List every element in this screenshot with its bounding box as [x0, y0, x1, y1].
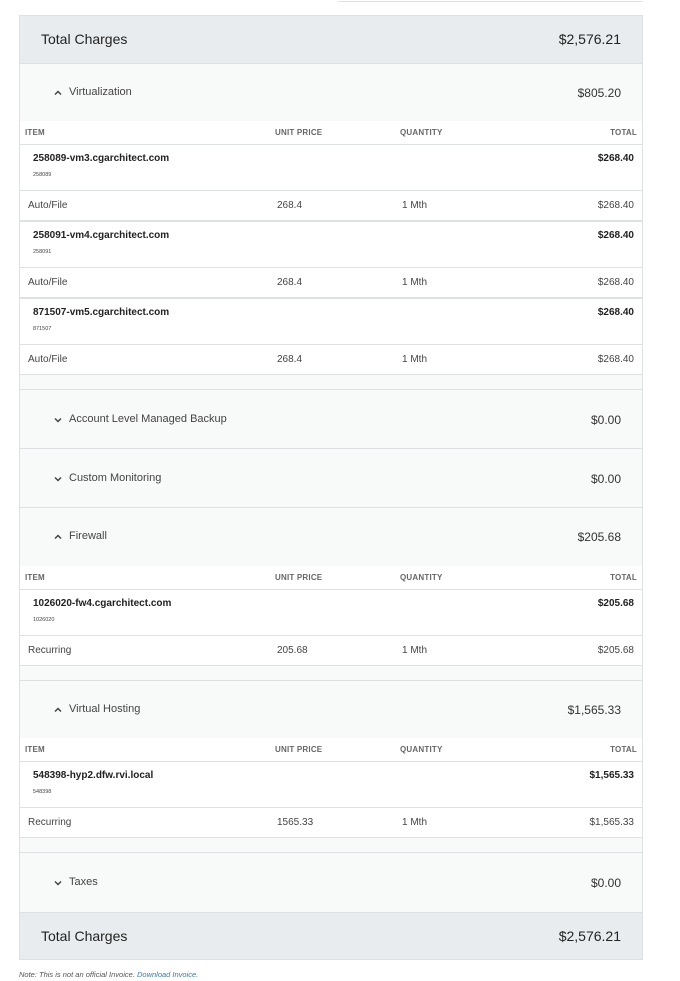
detail-quantity: 1 Mth: [402, 354, 428, 365]
column-header-unit-price: UNIT PRICE: [275, 745, 323, 754]
column-header-item: ITEM: [25, 745, 45, 754]
detail-unit-price: 268.4: [277, 354, 303, 365]
invoice-note: [19, 970, 198, 979]
detail-unit-price: 1565.33: [277, 817, 314, 828]
section-header[interactable]: [20, 63, 642, 121]
section-amount: $805.20: [577, 86, 621, 100]
detail-type: Auto/File: [28, 277, 68, 288]
item-total: $268.40: [597, 153, 634, 164]
column-header-total: TOTAL: [610, 745, 637, 754]
item-name: 258091-vm4.cgarchitect.com: [33, 230, 170, 241]
detail-total: $268.40: [597, 354, 634, 365]
detail-row: [20, 190, 642, 221]
column-header-total: TOTAL: [610, 128, 637, 137]
chevron-down-icon[interactable]: [53, 415, 63, 425]
detail-row: [20, 267, 642, 298]
detail-row: [20, 807, 642, 838]
chevron-up-icon[interactable]: [53, 705, 63, 715]
section-header[interactable]: [20, 507, 642, 566]
column-header-quantity: QUANTITY: [400, 573, 443, 582]
section-header[interactable]: [20, 389, 642, 448]
section-name: Custom Monitoring: [69, 472, 162, 484]
section-amount: $1,565.33: [567, 703, 621, 717]
note-text: Note: This is not an official Invoice.: [19, 970, 135, 979]
table-header: [20, 738, 642, 761]
detail-total: $205.68: [597, 645, 634, 656]
detail-type: Auto/File: [28, 200, 68, 211]
detail-quantity: 1 Mth: [402, 277, 428, 288]
total-charges-amount: $2,576.21: [558, 31, 621, 47]
item-name: 1026020-fw4.cgarchitect.com: [33, 598, 172, 609]
column-header-quantity: QUANTITY: [400, 128, 443, 137]
section-name: Virtualization: [69, 86, 132, 98]
detail-quantity: 1 Mth: [402, 200, 428, 211]
total-charges-amount: $2,576.21: [558, 928, 621, 944]
detail-total: $268.40: [597, 277, 634, 288]
detail-total: $268.40: [597, 200, 634, 211]
section-amount: $0.00: [590, 876, 621, 890]
section-header[interactable]: [20, 448, 642, 507]
detail-quantity: 1 Mth: [402, 817, 428, 828]
item-row: [20, 761, 642, 807]
chevron-down-icon[interactable]: [53, 878, 63, 888]
chevron-up-icon[interactable]: [53, 532, 63, 542]
section-header[interactable]: [20, 680, 642, 738]
detail-unit-price: 268.4: [277, 200, 303, 211]
item-id: 1026020: [33, 617, 55, 623]
item-row: [20, 144, 642, 190]
section-name: Taxes: [69, 876, 98, 888]
column-header-quantity: QUANTITY: [400, 745, 443, 754]
item-total: $268.40: [597, 230, 634, 241]
top-divider: [338, 0, 643, 2]
column-header-item: ITEM: [25, 573, 45, 582]
invoice-panel: [19, 15, 643, 960]
column-header-unit-price: UNIT PRICE: [275, 128, 323, 137]
detail-total: $1,565.33: [589, 817, 634, 828]
detail-unit-price: 205.68: [277, 645, 308, 656]
item-id: 258091: [33, 249, 52, 255]
item-total: $205.68: [597, 598, 634, 609]
table-header: [20, 566, 642, 589]
item-row: [20, 589, 642, 635]
detail-type: Recurring: [28, 817, 72, 828]
section-name: Virtual Hosting: [69, 703, 141, 715]
total-charges-label: Total Charges: [41, 31, 128, 47]
total-charges-header: [20, 16, 642, 63]
item-name: 548398-hyp2.dfw.rvi.local: [33, 770, 154, 781]
item-id: 548398: [33, 789, 52, 795]
item-total: $268.40: [597, 307, 634, 318]
item-id: 871507: [33, 326, 52, 332]
download-invoice-link[interactable]: Download Invoice.: [136, 970, 199, 979]
section-header[interactable]: [20, 852, 642, 912]
chevron-up-icon[interactable]: [53, 88, 63, 98]
section-name: Account Level Managed Backup: [69, 413, 227, 425]
item-name: 258089-vm3.cgarchitect.com: [33, 153, 170, 164]
section-amount: $0.00: [590, 472, 621, 486]
chevron-down-icon[interactable]: [53, 474, 63, 484]
detail-row: [20, 344, 642, 375]
item-total: $1,565.33: [589, 770, 634, 781]
total-charges-footer: [20, 912, 642, 959]
detail-unit-price: 268.4: [277, 277, 303, 288]
column-header-total: TOTAL: [610, 573, 637, 582]
detail-type: Auto/File: [28, 354, 68, 365]
section-amount: $0.00: [590, 413, 621, 427]
detail-quantity: 1 Mth: [402, 645, 428, 656]
total-charges-label: Total Charges: [41, 928, 128, 944]
column-header-item: ITEM: [25, 128, 45, 137]
item-id: 258089: [33, 172, 52, 178]
item-row: [20, 298, 642, 344]
section-name: Firewall: [69, 530, 107, 542]
detail-row: [20, 635, 642, 666]
item-row: [20, 221, 642, 267]
detail-type: Recurring: [28, 645, 72, 656]
section-amount: $205.68: [577, 530, 621, 544]
column-header-unit-price: UNIT PRICE: [275, 573, 323, 582]
item-name: 871507-vm5.cgarchitect.com: [33, 307, 170, 318]
table-header: [20, 121, 642, 144]
